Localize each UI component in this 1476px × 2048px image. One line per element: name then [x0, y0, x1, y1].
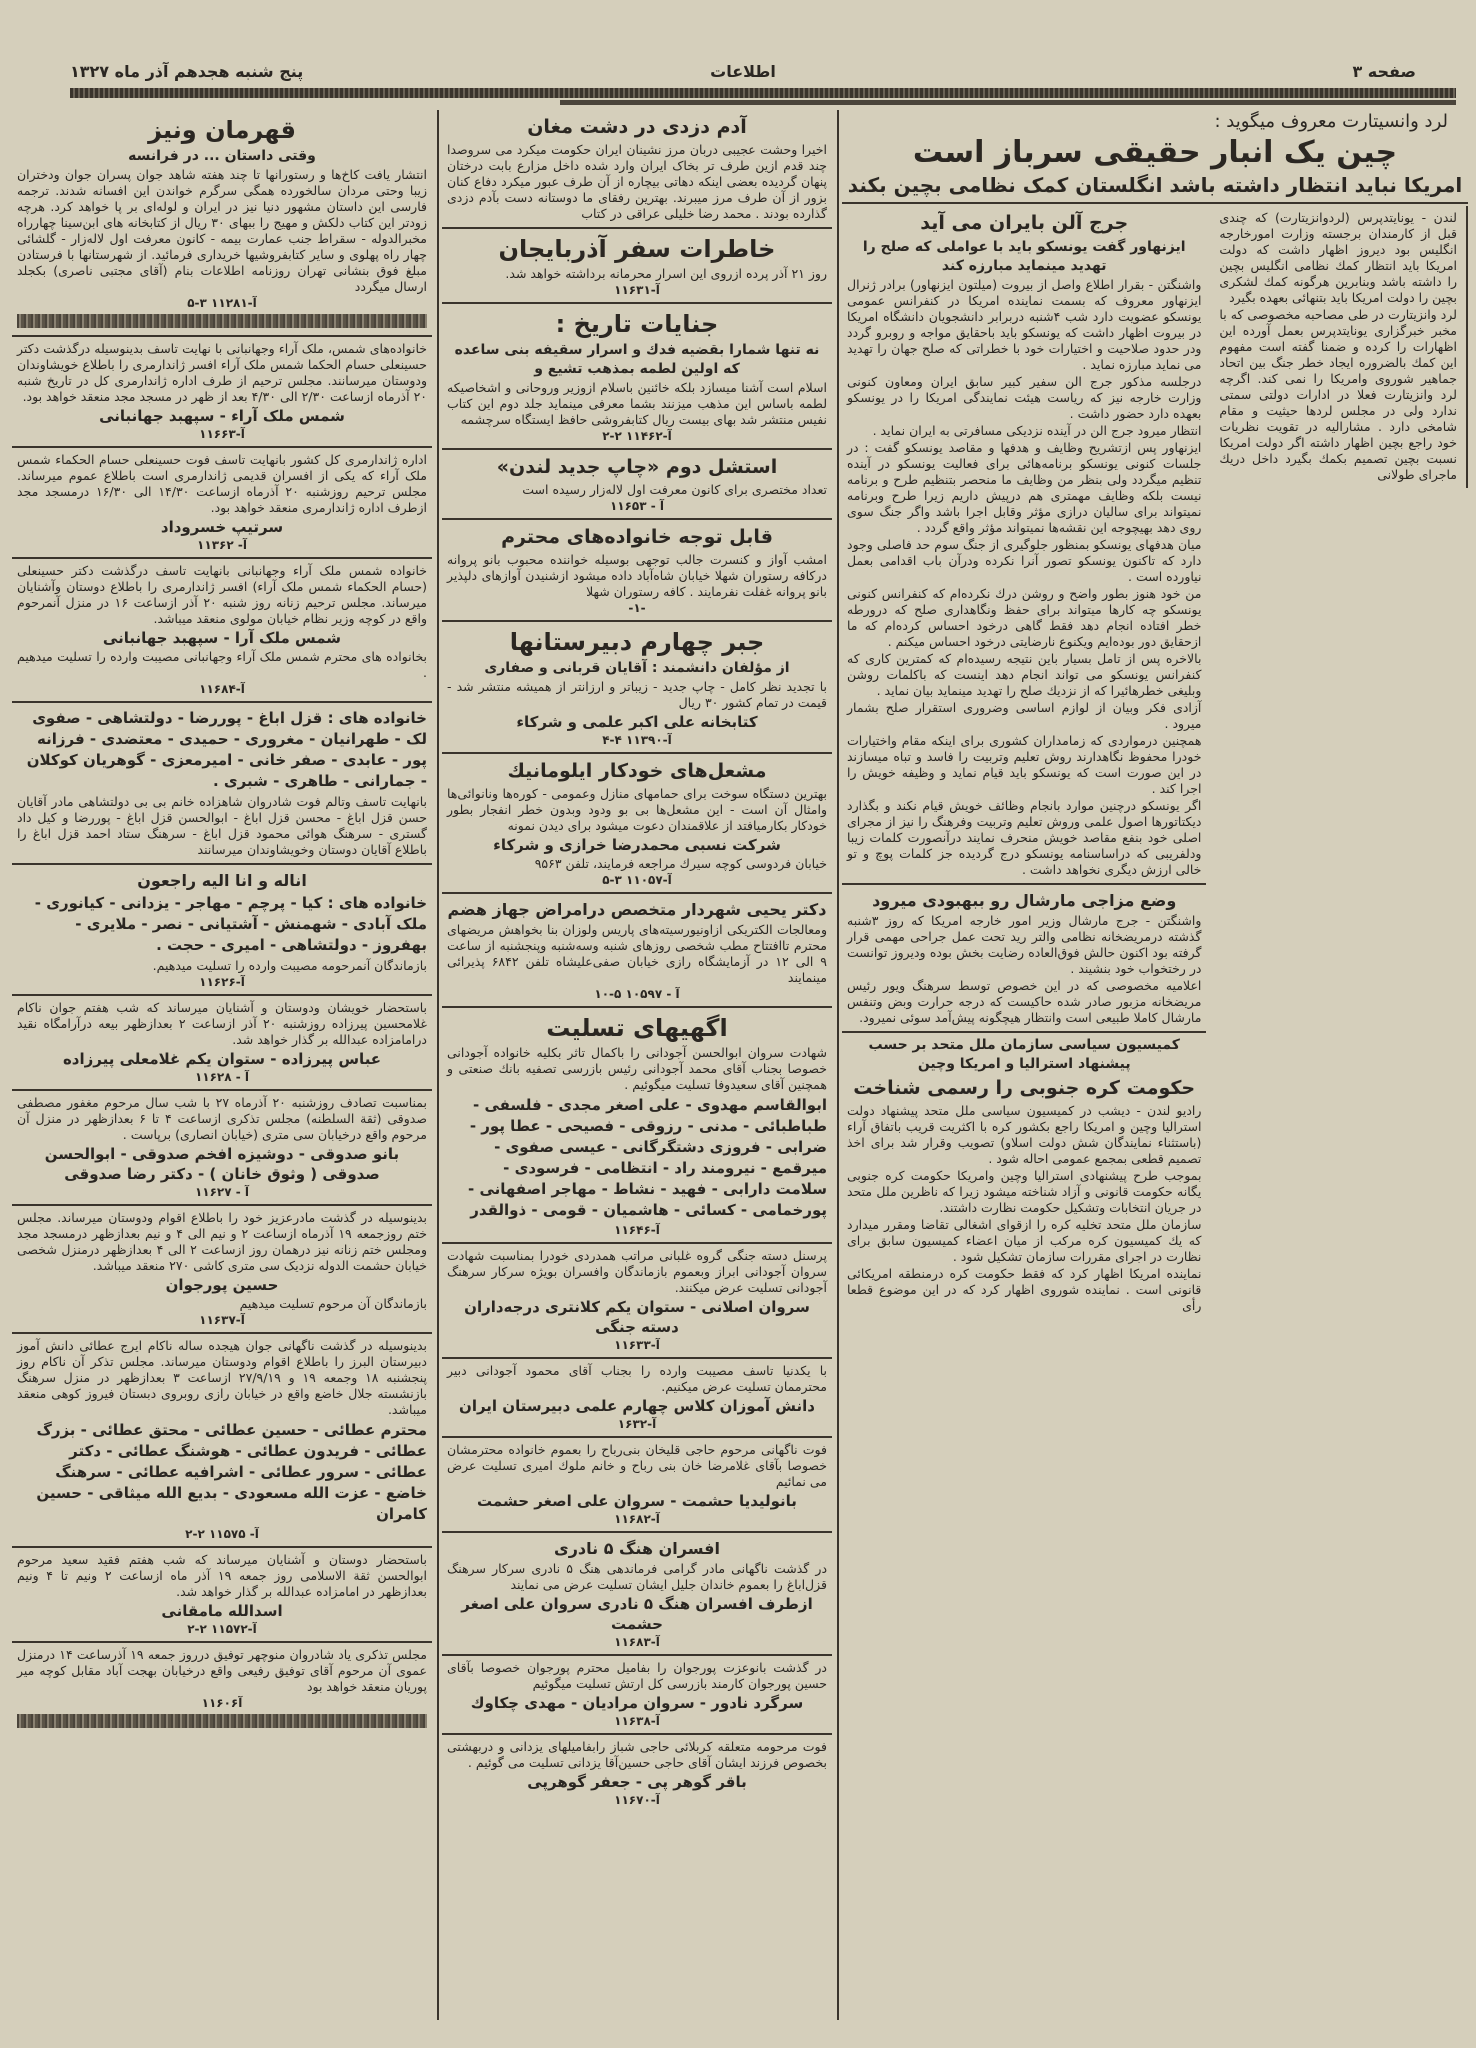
block-subheading: وقتی داستان ... در فرانسه — [128, 148, 316, 164]
paragraph: آزادی فکر وبیان از لوازم اساسی وضروری استقرار صلح بشمار میرود . — [847, 700, 1202, 731]
notice-block — [442, 1533, 832, 1656]
ad-code: آ-۱۱۶۳۱ — [614, 283, 660, 297]
signature: سرگرد نادور - سروان مرادیان - مهدی چکاوك — [470, 1694, 804, 1712]
paragraph: خانواده‌های شمس، ملک آراء وجهانبانی با نهایت تاسف بدینوسیله درگذشت دکتر حسینعلی حسام الحکما شمس ملک آراء افسر ژاندارمری را باطلاع خویشاوندان ودوستان میرسانند. مجلس ترحیم از طرف اداره ژاندارمری کل در تاریخ شنبه ۲۰ آذرماه ازساعت ۲/۳۰ الی ۴/۳۰ بعد از ظهر در مسجد مجد منعقد خواهد بود. — [17, 341, 427, 404]
paragraph: بازماندگان آن مرحوم تسلیت میدهیم — [239, 1296, 427, 1311]
paragraph: امشب آواز و کنسرت جالب توجهی بوسیله خواننده محبوب بانو پروانه درکافه رستوران شهلا خیابان شاه‌آباد داده میشود ازشنیدن آوازهای دلپذیر بانو پروانه غفلت نفرمایند . کافه رستوران شهلا — [447, 552, 827, 599]
column-divider — [437, 110, 439, 2020]
ad-code: آ-۱۱۶۲۶ — [199, 975, 245, 989]
ad-code: آ-۱۱۲۸۱ ۳-۵ — [187, 296, 257, 310]
notice-block — [12, 448, 432, 559]
ad-code: آ-۱۶۳۲ — [617, 1417, 657, 1431]
ad-code: آ-۱۱۶۴۶ — [614, 1223, 660, 1237]
paragraph: بهترین دستگاه سوخت برای حمامهای منازل وعمومی - کوره‌ها ونانوائی‌ها وامثال آن است - این مشعل‌ها بی بو ودود وبدون خطر انفجار بطور خودکار بکارمیافتد از علاقمندان دعوت میشود برای دیدن نمونه — [447, 786, 827, 833]
notice-block — [12, 1206, 432, 1334]
notice-block — [12, 337, 432, 448]
signature: باقر گوهر پی - جعفر گوهرپی — [527, 1773, 747, 1791]
paragraph: بالاخره پس از تامل بسیار باین نتیجه رسیده‌ام که کمترین کاری که کنفرانس یونسکو می تواند انجام دهد اینست که باکلمات روشن وبلیغی خطرهائیرا که از نزدیك صلح را تهدید مینماید بیان نماید . — [847, 651, 1202, 698]
block-subheading: کمیسیون سیاسی سازمان ملل متحد بر حسب پیشنهاد استرالیا و امریکا وچین — [868, 1037, 1180, 1072]
notice-block — [442, 1008, 832, 1244]
paragraph: پرسنل دسته جنگی گروه غلبانی مراتب همدردی خودرا بمناسبت شهادت سروان آجودانی ابراز وبعموم بازماندگان وافسران بویژه سرکار سرهنگ آجودانی تسلیت عرض میکنند. — [447, 1248, 827, 1295]
block-heading: خاطرات سفر آذربایجان — [498, 235, 776, 263]
paragraph: اسلام است آشنا میسازد بلکه خائنین باسلام ازوزیر وروحانی و اشخاصیکه لطمه باساس این مذهب میزنند بشما معرفی مینماید جلد دوم این کتاب نفیس منتشر شد بهای بیست ریال کتابفروشی حافظ ایستگاه سرچشمه — [447, 380, 827, 427]
notice-block — [842, 206, 1206, 885]
column-1 — [12, 110, 432, 1735]
ad-code: آ۱۱۶۰۶ — [201, 1696, 243, 1710]
signature: سروان اصلانی - ستوان یکم کلانتری درجه‌داران دسته جنگی — [464, 1298, 810, 1336]
paragraph: سازمان ملل متحد تخلیه کره را ازقوای اشغالی تقاضا ومقرر میدارد که یك کمیسیون کره مرکب از میان اعضاء کمیسیون سابق برای نظارت در اجرای مقررات سازمان تشکیل شود . — [847, 1217, 1202, 1264]
lead-subtitle: امریکا نباید انتظار داشته باشد انگلستان کمک نظامی بچین بکند — [847, 173, 1463, 197]
names-list: محترم عطائی - حسین عطائی - محتق عطائی - بزرگ عطائی - فریدون عطائی - هوشنگ عطائی - دکتر عطائی - سرور عطائی - اشرافیه عطائی - سرهنگ خاضع - عزت الله مسعودی - بدیع الله میثاقی - حسین کامران — [36, 1421, 427, 1523]
block-heading: مشعل‌های خودکار ایلومانیك — [507, 760, 767, 782]
notice-block — [442, 1735, 832, 1812]
ad-code: آ - ۱۱۶۵۳ — [609, 499, 665, 513]
paragraph: شهادت سروان ابوالحسن آجودانی را باکمال تاثر بکلیه خانواده آجودانی خصوصا بجناب آقای محمد آجودانی رئیس بازرسی تصفیه بانك صنعتی و همچنین آقای سعیدوفا تسلیت میگوئیم . — [447, 1045, 827, 1092]
paragraph: واشنگتن - بقرار اطلاع واصل از بیروت (میلتون ایزنهاور) برادر ژنرال ایزنهاور معروف که بسمت نماینده امریکا در کنفرانس عمومی یونسکو عضویت دارد شب ۴شنبه دربرابر دانشجویان دانشگاه امریکا در بیروت اظهار داشت که یونسکو باید باحقایق مواجه و روبرو گردد ودر حدود صلاحیت و اختیارات خود با خطراتی که صلح جهان را تهدید می نماید مبارزه نماید . — [847, 277, 1202, 372]
ad-code: آ - ۱۱۶۲۷ — [194, 1185, 250, 1199]
paragraph: انتظار میرود جرج الن در آینده نزدیکی مسافرتی به ایران نماید . — [872, 423, 1202, 438]
notice-block — [1214, 206, 1462, 488]
paragraph: نماینده امریکا اظهار کرد که فقط حکومت کره درمنطقه امریکائی قانونی است . نماینده شوروی اظهار کرد که در این موضوع قطعا رأی — [847, 1266, 1202, 1313]
notice-block — [442, 1656, 832, 1735]
signature: بانو صدوقی - دوشیزه افخم صدوقی - ابوالحسن صدوقی ( وثوق خانان ) - دکتر رضا صدوقی — [44, 1145, 400, 1183]
notice-block — [442, 1359, 832, 1438]
issue-date: پنج شنبه هجدهم آذر ماه ۱۳۲۷ — [70, 62, 304, 81]
lead-story-columns — [842, 206, 1468, 1319]
paragraph: خیابان فردوسی کوچه سیرك مراجعه فرمایند، تلفن ۹۵۶۳ — [534, 856, 827, 871]
newspaper-name: اطلاعات — [710, 62, 776, 81]
notice-block — [842, 1033, 1206, 1319]
block-heading: قهرمان ونیز — [148, 116, 296, 144]
column-3-article — [842, 206, 1206, 1319]
paragraph: باستحضار خویشان ودوستان و آشنایان میرساند که شب هفتم جوان ناکام غلامحسین پیرزاده روزشنبه ۲۰ آذر ازساعت ۲ بعدازظهر بیعه درآرامگاه نقید درامامزاده عبدالله بر گذار خواهد شد. — [17, 1000, 427, 1047]
ad-code: آ-۱۱۵۷۲ ۲-۲ — [187, 1622, 257, 1636]
ornamental-band — [17, 1714, 427, 1728]
paragraph: من خود هنوز بطور واضح و روشن درك نکرده‌ام که کنفرانس کنونی یونسکو چه کارها میتواند برای حفظ ونگاهداری صلح که درورطه خطر افتاده انجام دهد فقط گاهی درخود احساس کرده‌ام که ما ازحقایق دور بوده‌ایم ویکنوع نارضایتی درخود احساس میکنم . — [847, 586, 1202, 649]
paragraph: فوت ناگهانی مرحوم حاجی قلیخان بنی‌رباح را بعموم خانواده محترمشان خصوصا بآقای غلامرضا خان بنی رباح و خانم ملوك امیری تسلیت عرض می نمائیم — [447, 1442, 827, 1489]
notice-block — [442, 1244, 832, 1359]
paragraph: درجلسه مذکور جرج الن سفیر کبیر سابق ایران ومعاون کنونی وزارت خارجه نیز که ریاست هیئت نمایندگی امریکا را در یونسکو بعهده دارد حضور داشت . — [847, 374, 1202, 421]
ad-code: آ - ۱۱۶۲۸ — [194, 1070, 250, 1084]
ad-code: آ-۱۱۰۵۷ ۳-۵ — [602, 873, 672, 887]
ad-code: آ-۱۱۴۶۲ ۲-۲ — [602, 429, 672, 443]
masthead-rule — [70, 88, 1456, 98]
paragraph: انتشار یافت کاخ‌ها و رستورانها تا چند هفته شاهد جوان پسران جوان ودختران زیبا وحتی مردان سالخورده همگی سرگرم خواندن این افسانه شدند. ترجمه فارسی این داستان مشهور دنیا نیز در ایران و لوله‌ای بر پا خواهد کرد. هرچه زودتر این کتاب دلکش و مهیج را ببهای ۳۰ ریال از کتابخانه های ابن‌سینا چهارراه مخبرالدوله - سقراط جنب عمارت بیمه - کانون معرفت اول لاله‌زار - گلشائی چهار راه پهلوی و سایر کتابفروشیها خریداری فرمائید. از شهرستانها با فرستادن مبلغ فوق بنشانی تهران روزنامه اطلاعات بنام (آقای مجتبی ناصری) بکجلد ارسال میگردد — [17, 167, 427, 294]
notice-block — [12, 1091, 432, 1206]
block-heading: قابل توجه خانواده‌های محترم — [501, 526, 773, 548]
signature: شرکت نسبی محمدرضا خرازی و شرکاء — [493, 836, 781, 854]
signature: بانولیدیا حشمت - سروان علی اصغر حشمت — [477, 1492, 797, 1510]
block-heading: اگهیهای تسلیت — [546, 1014, 728, 1042]
paragraph: با تجدید نظر کامل - چاپ جدید - زیباتر و ارزانتر از همیشه منتشر شد - قیمت در تمام کشور ۳۰ ریال — [447, 679, 827, 710]
lead-headline — [842, 110, 1468, 204]
block-heading: اناله و انا الیه راجعون — [137, 871, 307, 890]
notice-block — [442, 450, 832, 520]
signature: عباس پیرزاده - ستوان یکم غلامعلی پیرزاده — [62, 1050, 382, 1068]
block-heading: جرج آلن بایران می آید — [920, 212, 1129, 234]
signature: حسین پورجوان — [165, 1276, 279, 1294]
signature: ازطرف افسران هنگ ۵ نادری سروان علی اصغر حشمت — [461, 1595, 813, 1633]
paragraph: باستحضار دوستان و آشنایان میرساند که شب هفتم فقید سعید مرحوم ابوالحسن ثقة الاسلامی روز جمعه ۱۹ آذر ماه ازساعت ۲ ونیم تا ۴ ونیم بعدازظهر در امامزاده عبدالله بر گذار خواهد شد. — [17, 1552, 427, 1599]
paragraph: اخیرا وحشت عجیبی دربان مرز نشینان ایران حکومت میکرد می سروصدا چند قدم ازین طرف تر بخاک ایران وارد شده داخل مزارع بابت درختان پنهان گردیده بعضی اینکه دهاتی بیچاره از آن طرف عبور میکرد دفاع کنان بزور از آن طرف مرز میبرند. بهترین رفقای ما دوستانه دست بآدم دزدی گذارده بودند . محمد رضا خلیلی عراقی در کتاب — [447, 142, 827, 221]
paragraph: ومعالجات الکتریکی ازاونیورسیته‌های پاریس ولوزان بنا بخواهش مریضهای محترم تاافتتاح مطب شخصی روزهای شنبه وسه‌شنبه وپنجشنبه از ساعت ۹ الی ۱۲ در آزمایشگاه رازی خیابان صفی‌علیشاه تلفن ۶۸۴۲ پذیرائی مینمایند — [447, 922, 828, 985]
ad-code: آ - ۱۰۵۹۷ ۵-۱۰ — [594, 987, 680, 1001]
paragraph: اگر یونسکو درچنین موارد بانجام وظائف خویش قیام نکند و بگذارد دیکتاتورها اصول علمی وروش تعلیم وتربیت وفرهنگ را نیز از مجرای اصلی خود بنفع مقاصد خویش منحرف نمایند درآنصورت کلمات زیبا ودلفریبی که دراساسنامه یونسکو درج گردیده جز کلمات پوچ و تو خالی ارزش دیگری نخواهد داشت . — [847, 798, 1202, 877]
ad-code: آ-۱۱۶۸۴ — [199, 682, 245, 696]
paragraph: با یکدنیا تاسف مصیبت وارده را بجناب آقای محمود آجودانی دبیر محترممان تسلیت عرض میکنیم. — [447, 1363, 827, 1394]
names-list: ابوالقاسم مهدوی - علی اصغر مجدی - فلسفی - طباطبائی - مدنی - رزوقی - فصیحی - عطا پور - ضرابی - فروزی دشتگرگانی - عیسی صفوی - میرقمع - نیرومند راد - انتظامی - فرسودی - سلامت دارابی - فهید - نشاط - مهاجر اصفهانی - پورخمامی - کسائی - هاشمیان - قومی - ذوالقدر — [468, 1096, 827, 1219]
paragraph: بدینوسیله در گذشت ناگهانی جوان هیجده ساله ناکام ایرج عطائی دانش آموز دبیرستان البرز را باطلاع اقوام ودوستان میرساند. مجلس تذکر آن ناکام روز پنجشنبه ۱۸ وجمعه ۱۹ و ۲۷/۹/۱۹ ازساعت ۳ بعدازظهر در منزل سرهنگ بازنشسته جلال خاضع واقع در خیابان رازی روبروی دبستان فیروز کوهی منعقد میباشد. — [17, 1338, 427, 1417]
notice-block — [442, 520, 832, 622]
paragraph: مجلس تذکری یاد شادروان منوچهر توفیق درروز جمعه ۱۹ آذرساعت ۱۴ درمنزل عموی آن مرحوم آقای توفیق رفیعی واقع درخیابان بهجت آباد مقابل کوچه میر پوریان منعقد خواهد بود — [17, 1647, 428, 1694]
paragraph: اداره ژاندارمری کل کشور بانهایت تاسف فوت حسینعلی حسام الحکماء شمس ملک آراء که یکی از افسران قدیمی ژاندارمری است باطلاع عموم میرساند. مجلس ترحیم روزشنبه ۲۰ آذرماه ازساعت ۱۴/۳۰ الی ۱۶/۳۰ درمسجد مجد ازطرف اداره ژاندارمری منعقد خواهد بود. — [17, 452, 427, 515]
ad-code: آ-۱۱۶۳۳ — [614, 1338, 660, 1352]
paragraph: تعداد مختصری برای کانون معرفت اول لاله‌زار رسیده است — [522, 482, 827, 497]
paragraph: بازماندگان آنمرحومه مصیبت وارده را تسلیت میدهیم. — [152, 958, 427, 973]
notice-block — [442, 304, 832, 450]
notice-block — [12, 996, 432, 1091]
lead-story-section — [842, 110, 1468, 1319]
block-heading: وضع مزاجی مارشال رو ببهبودی میرود — [872, 891, 1177, 910]
notice-block — [12, 559, 432, 703]
ad-code: آ-۱۱۶۳۷ — [199, 1313, 245, 1327]
signature: سرتیپ خسروداد — [160, 518, 284, 536]
block-heading: حکومت کره جنوبی را رسمی شناخت — [853, 1077, 1196, 1099]
ad-code: آ- ۱۱۵۷۵ ۲-۲ — [185, 1527, 259, 1541]
paragraph: بموجب طرح پیشنهادی استرالیا وچین وامریکا حکومت کره جنوبی یگانه حکومت قانونی و آزاد شناخته میشود زیرا که ناظرین ملل متحد در جریان انتخابات وتشکیل حکومت نظارت داشتند. — [847, 1168, 1202, 1215]
ad-code: آ-۱۱۳۹۰ ۴-۴ — [602, 733, 672, 747]
notice-block — [12, 703, 432, 865]
paragraph: لرد وانزیتارت در طی مصاحبه مخصوصی که با مخبر خبرگزاری یونایتدپرس بعمل آورده این اظهارات را کرده و ضمنا گفته است مفهوم این کمك بالضروره ایجاد خطر جنگ بین اتحاد جماهیر شوروی وامریکا را نمی کند. اگرچه لرد وانزیتارت فعلا در ادارات دولتی سمتی ندارد ولی در مجلس لردها حیثیت و مقام شامخی دارد . مشارالیه در تقویت نظریات خود راجع بچین اظهار داشته اگر دولت امریکا نسبت بچین تصمیم بکمك بگیرد داخل دریك ماجرای طولانی — [1219, 307, 1457, 482]
notice-block — [12, 1334, 432, 1548]
ad-code: آ-۱۱۶۸۲ — [614, 1512, 660, 1526]
notice-block — [12, 1643, 432, 1735]
paragraph: روز ۲۱ آذر پرده ازروی این اسرار محرمانه برداشته خواهد شد. — [505, 266, 827, 281]
column-4-article — [1214, 206, 1468, 488]
signature: شمس ملک آرا - سپهبد جهانبانی — [102, 629, 342, 647]
notice-block — [442, 894, 832, 1008]
page-number: صفحه ۳ — [1352, 62, 1416, 81]
lead-kicker: لرد وانسیتارت معروف میگوید : — [1214, 111, 1448, 132]
paragraph: همچنین درمواردی که زمامداران کشوری برای اینکه مقام واختیارات خودرا محفوظ نگاهدارند روش تعلیم وتربیت را فاسد و تباه میسازند در این صورت است که یونسکو باید قیام نماید و وظیفه خویش را اجرا کند . — [847, 733, 1202, 796]
paragraph: فوت مرحومه متعلقه کربلائی حاجی شباز رابفامیلهای یزدانی و دربهشتی بخصوص فرزند ایشان آقای حاجی حسین‌آقا یزدانی تسلیت می گوئیم . — [447, 1739, 827, 1770]
ad-code: آ-۱۱۶۳۸ — [614, 1714, 660, 1728]
names-list: خانواده های : کیا - پرچم - مهاجر - یزدانی - کیانوری - ملک آبادی - شهمنش - آشتیانی - نصر - ملایری - بهفروز - دولتشاهی - امیری - حجت . — [34, 894, 427, 954]
masthead — [70, 62, 1416, 86]
notice-block — [12, 1548, 432, 1643]
notice-block — [842, 885, 1206, 1033]
paragraph: در گذشت ناگهانی مادر گرامی فرماندهی هنگ ۵ نادری سرکار سرهنگ قزل‌اباغ را بعموم خاندان جلیل ایشان تسلیت عرض می نمایند — [447, 1561, 828, 1592]
notice-block — [442, 1438, 832, 1533]
block-heading: آدم دزدی در دشت مغان — [527, 116, 747, 138]
ornamental-band — [17, 314, 427, 328]
signature: دانش آموزان کلاس چهارم علمی دبیرستان ایران — [459, 1397, 815, 1415]
block-subheading: ایزنهاور گفت یونسکو باید با عواملی که صلح را تهدید مینماید مبارزه کند — [862, 239, 1186, 274]
notice-block — [442, 754, 832, 894]
masthead-rule-lower — [560, 100, 1456, 105]
notice-block — [442, 229, 832, 304]
ad-code: آ-۱۱۶۷۰ — [614, 1793, 660, 1807]
ad-code: آ- ۱۱۳۶۲ — [197, 538, 247, 552]
column-divider — [837, 110, 839, 2020]
paragraph: لندن - یونایتدپرس (لردوانزیتارت) که چندی قبل از کارمندان برجسته وزارت امورخارجه انگلیس بود دیروز اظهار داشت که دولت امریکا باید انتظار کمك نظامی انگلیس بچین را داشته باشد وبنابرین هرگونه کمك لشکری بچین را دولت امریکا باید بتنهائی بعهده بگیرد — [1219, 210, 1457, 305]
ad-code: آ-۱۱۶۸۳ — [614, 1635, 660, 1649]
paragraph: بدینوسیله در گذشت مادرعزیز خود را باطلاع اقوام ودوستان میرساند. مجلس ختم روزجمعه ۱۹ آذرماه ازساعت ۲ و نیم الی ۴ و نیم بعدازظهر درمسجد مجد ومجلس ختم زنانه نیز درهمان روز ازساعت ۲ الی ۴ بعدازظهر درمنزل شخصی خیابان حشمت الدوله نزدیک سی متری کاشی ۲۷۰ منعقد میباشد. — [17, 1210, 428, 1273]
block-heading: جنایات تاریخ : — [555, 310, 719, 338]
paragraph: بانهایت تاسف وتالم فوت شادروان شاهزاده خانم بی بی دولتشاهی مادر آقایان حسن قزل اباغ - محسن قزل اباغ - ابوالحسن قزل اباغ - پوررضا و کیل داد گستری - سرهنگ هوائی محمود قزل اباغ - سرهنگ ستاد احمد قزل اباغ را باطلاع آقایان دوستان وخویشاوندان میرسانند — [17, 794, 427, 857]
notice-block — [12, 110, 432, 337]
paragraph: رادیو لندن - دیشب در کمیسیون سیاسی ملل متحد پیشنهاد دولت استرالیا وچین و امریکا راجع بکشور کره با اکثریت قریب باتفاق آراء (باستثناء نمایندگان شش دولت اسلاو) تصویب وقرار شد برای اخذ تصمیم قطعی بمجمع عمومی احاله شود . — [847, 1103, 1202, 1166]
paragraph: بمناسبت تصادف روزشنبه ۲۰ آذرماه ۲۷ با شب سال مرحوم مغفور مصطفی صدوقی (ثقة السلطنه) مجلس تذکری ازساعت ۴ تا ۶ بعدازظهر در منزل آن مرحوم واقع درخیابان سی متری (خیابان انصاری) برپاست . — [17, 1095, 427, 1142]
block-subheading: از مؤلفان دانشمند : آقایان قربانی و صفاری — [484, 660, 790, 676]
block-heading: جبر چهارم دبیرستانها — [509, 628, 765, 656]
block-heading: افسران هنگ ۵ نادری — [554, 1539, 720, 1558]
signature: شمس ملک آراء - سپهبد جهانبانی — [99, 407, 345, 425]
paragraph: خانواده شمس ملک آراء وجهانبانی بانهایت تاسف درگذشت دکتر حسینعلی (حسام الحکماء شمس ملک آراء) افسر ژاندارمری را باطلاع دوستان وآشنایان میرساند. مجلس ترحیم زنانه روز شنبه ۲۰ آذر ازساعت ۱۶ در منزل آنمرحوم واقع در کوچه وزیر نظام خیابان مولوی منعقد میباشد. — [17, 563, 427, 626]
paragraph: بخانواده های محترم شمس ملک آراء وجهانبانی مصیبت وارده را تسلیت میدهیم . — [17, 649, 427, 680]
column-2 — [442, 110, 832, 1812]
signature: کتابخانه علی اکبر علمی و شرکاء — [516, 713, 758, 731]
ad-code: آ-۱۱۶۶۳ — [199, 427, 245, 441]
paragraph: اعلامیه مخصوصی که در این خصوص توسط سرهنگ ویور رئیس مریضخانه مزبور صادر شده حاکیست که درجه حرارت وبض وتنفس مارشال کاملا طبیعی است وانتظار هیچگونه پیش‌آمد سوئی نمیرود. — [847, 978, 1202, 1025]
ad-code: -۱- — [628, 601, 646, 615]
lead-title: چین یک انبار حقیقی سرباز است — [912, 135, 1398, 170]
block-heading: دکتر یحیی شهردار متخصص درامراض جهاز هضم — [447, 900, 827, 919]
paragraph: واشنگتن - جرج مارشال وزیر امور خارجه امریکا که روز ۳شنبه گذشته درمریضخانه نظامی والتر رید تحت عمل جراحی مهمی قرار گرفته بود اکنون حالش فوق‌العاده رضایت بخش بوده ودیروز توانست در رختخواب خود بنشیند . — [847, 913, 1202, 976]
notice-block — [442, 622, 832, 754]
paragraph: در گذشت بانوعزت پورجوان را بفامیل محترم پورجوان خصوصا بآقای حسین پورجوان کارمند بازرسی کل ارتش تسلیت میگوئیم — [447, 1660, 827, 1691]
paragraph: ایزنهاور پس ازتشریح وظایف و هدفها و مقاصد یونسکو گفت : در جلسات کنونی یونسکو برنامه‌هائی برای فعالیت یونسکو در آینده تنظیم میگردد ولی بنظر من وظایف ما منحصر بتنظیم طرح و برنامه نیست بلکه وظایف مهمتری هم درپیش داریم زیرا طرح وبرنامه نمیتواند برای سالیان درازی مؤثر وقابل اجرا باشد واگر جنگ سوی روی دهد بهیچوجه این نقشه‌ها نمیتواند مؤثر واقع گردد . — [847, 440, 1202, 535]
paragraph: میان هدفهای یونسکو بمنظور جلوگیری از جنگ سوم حد فاصلی وجود دارد که تاکنون یونسکو تصور آنرا نکرده ودرآن باب اقدامی بعمل نیاورده است . — [847, 537, 1202, 584]
signature: اسدالله مامقانی — [161, 1602, 283, 1620]
names-list: خانواده های : قزل اباغ - پوررضا - دولتشاهی - صفوی لک - طهرانیان - مغروری - حمیدی - معتضدی - فرزانه پور - عابدی - صفر خانی - امیرمعزی - گوهریان کوکلان - جمارانی - طاهری - شبری . — [26, 709, 427, 790]
notice-block — [442, 110, 832, 229]
notice-block — [12, 865, 432, 996]
block-side-note: نه تنها شمارا بقضیه فدك و اسرار سقیفه بنی ساعده که اولین لطمه بمذهب تشیع و — [454, 342, 820, 377]
block-heading: استشل دوم «چاپ جدید لندن» — [496, 456, 778, 478]
